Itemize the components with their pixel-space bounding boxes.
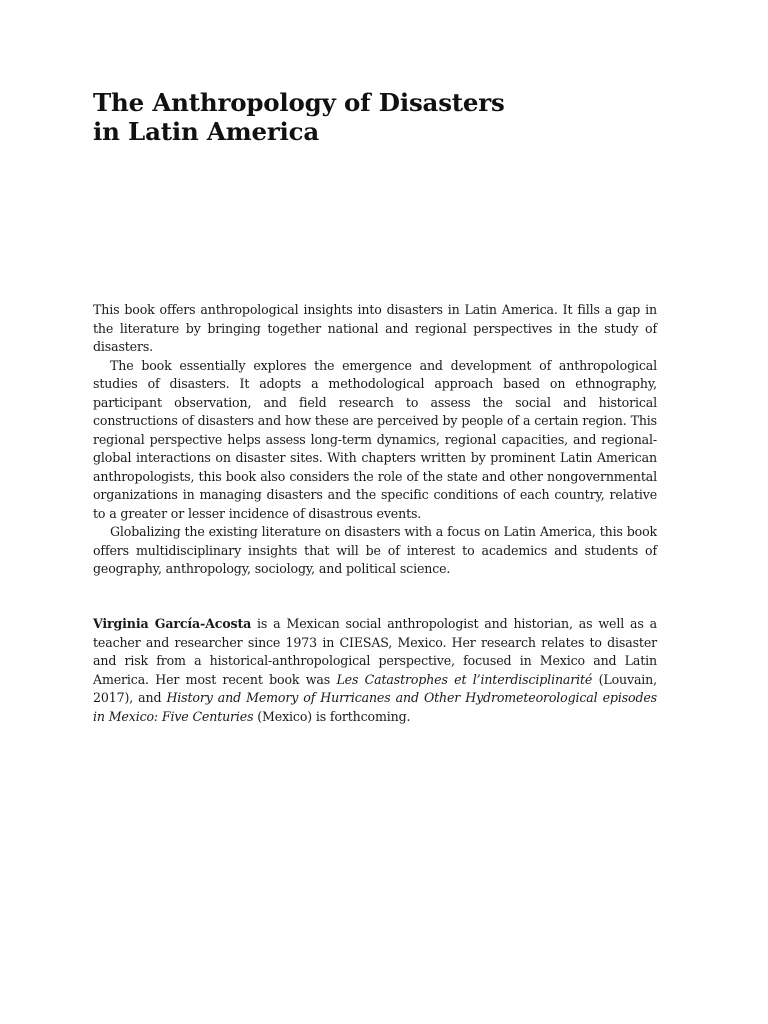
description-paragraph-1: This book offers anthropological insights into disasters in Latin America. It fills a gap in the literature by bringing together national and regional perspectives in the study of disasters. (93, 302, 657, 354)
description-paragraph-3: Globalizing the existing literature on disasters with a focus on Latin America, this book offers multidisciplinary insights that will be of interest to academics and students of geography, anthropology, sociology, and political science. (93, 524, 657, 576)
description-paragraph-2: The book essentially explores the emergence and development of anthropological studies of disasters. It adopts a methodological approach based on ethnography, participant observation, and field research to assess the social and historical constructions of disasters and how these are perceived by people of a certain region. This regional perspective helps assess long-term dynamics, regional capacities, and regional-global interactions on disaster sites. With chapters written by prominent Latin American anthropologists, this book also considers the role of the state and other nongovernmental organizations in managing disasters and the specific conditions of each country, relative to a greater or lesser incidence of disastrous events. (93, 357, 657, 521)
book-page (93, 88, 657, 724)
bio-text-1: is a Mexican social anthropologist and historian, as well as a teacher and researcher since 1973 in CIESAS, Mexico. Her research relates to disaster and risk from a historical-anthropological perspective, focused in Mexico and Latin America. Her most recent book was (93, 616, 657, 687)
author-bio (93, 615, 657, 726)
book-title-line-2: in Latin America (93, 117, 320, 146)
book-title-line-1: The Anthropology of Disasters (93, 88, 505, 117)
author-bio-paragraph (93, 615, 657, 726)
book-description (93, 301, 657, 579)
book-title (93, 88, 657, 146)
author-name: Virginia García-Acosta (93, 616, 252, 631)
book-title-2: History and Memory of Hurricanes and Other Hydrometeorological episodes in Mexico: Five Centuries (93, 690, 657, 724)
bio-text-3: (Mexico) is forthcoming. (253, 708, 411, 724)
book-title-1: Les Catastrophes et l’interdisciplinarité (336, 671, 593, 687)
bio-text-2: (Louvain, 2017), and (93, 671, 657, 705)
